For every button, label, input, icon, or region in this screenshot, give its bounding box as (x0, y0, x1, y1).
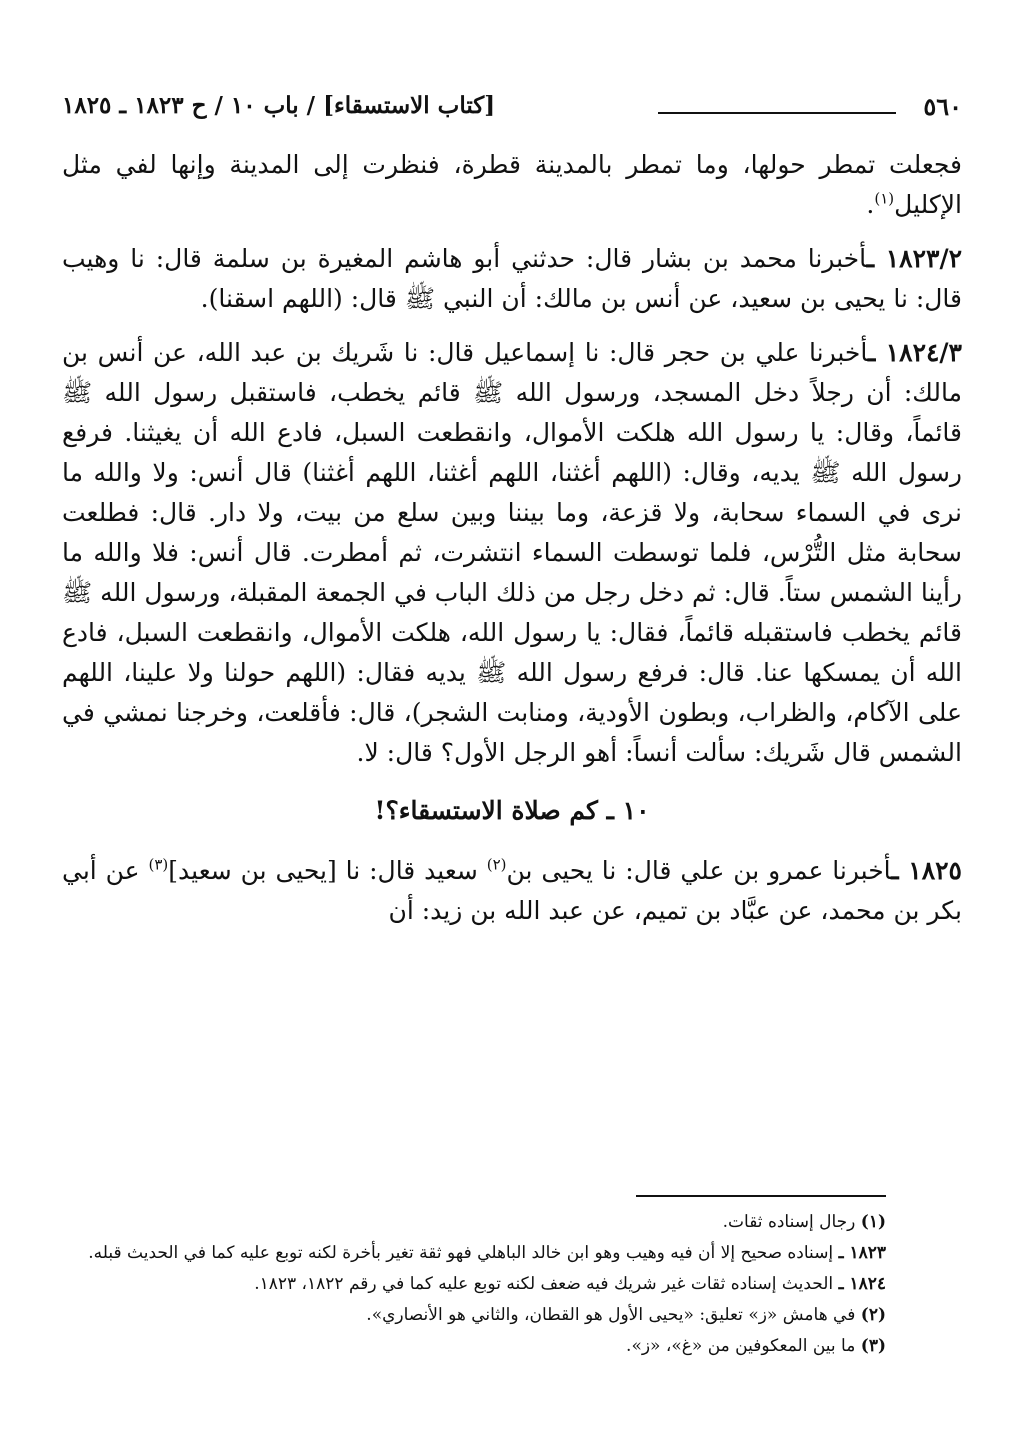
chapter-heading: ١٠ ـ كم صلاة الاستسقاء؟! (374, 796, 650, 825)
hadith-text-part-c: عن أبي بكر بن محمد، عن عبَّاد بن تميم، عن عبد الله بن زيد: أن (62, 856, 962, 925)
hadith-1824 (62, 333, 962, 773)
paragraph-text: فجعلت تمطر حولها، وما تمطر بالمدينة قطرة، فنظرت إلى المدينة وإنها لفي مثل الإكليل (62, 150, 962, 219)
main-text (62, 145, 962, 931)
footnote (62, 1270, 886, 1299)
footnote-ref: (٣) (148, 855, 169, 874)
footnotes (62, 1208, 886, 1363)
running-head: [كتاب الاستسقاء] / باب ١٠ / ح ١٨٢٣ ـ ١٨٢٥ (62, 92, 496, 119)
hadith-number: ١٨٢٥ ـ (891, 856, 962, 885)
footnote (62, 1301, 886, 1330)
hadith-1825 (62, 851, 962, 931)
paragraph-tail: . (866, 190, 875, 219)
footnote (62, 1208, 886, 1237)
footnote-ref: (١) (874, 189, 895, 208)
footnote-text: ما بين المعكوفين من «غ»، «ز». (626, 1336, 856, 1356)
footnote-label: (٣) (860, 1336, 886, 1356)
footnote-separator (636, 1195, 886, 1197)
footnote-text: إسناده صحيح إلا أن فيه وهيب وهو ابن خالد الباهلي فهو ثقة تغير بأخرة لكنه توبع عليه كما في الحديث قبله. (88, 1243, 834, 1263)
footnote-label: (٢) (860, 1305, 886, 1325)
footnote-label: ١٨٢٣ ـ (838, 1243, 886, 1263)
footnote (62, 1332, 886, 1361)
footnote-text: الحديث إسناده ثقات غير شريك فيه ضعف لكنه توبع عليه كما في رقم ١٨٢٢، ١٨٢٣. (254, 1274, 834, 1294)
footnote-ref: (٢) (486, 855, 507, 874)
hadith-number: ١٨٢٣/٢ ـ (866, 244, 963, 273)
footnote-text: في هامش «ز» تعليق: «يحيى الأول هو القطان، والثاني هو الأنصاري». (366, 1305, 856, 1325)
page-header (62, 92, 962, 126)
header-rule (658, 112, 896, 114)
hadith-text: أخبرنا محمد بن بشار قال: حدثني أبو هاشم المغيرة بن سلمة قال: نا وهيب قال: نا يحيى بن سعيد، عن أنس بن مالك: أن النبي ﷺ قال: (اللهم اسقنا). (62, 244, 962, 313)
hadith-1823 (62, 239, 962, 319)
hadith-text: أخبرنا علي بن حجر قال: نا إسماعيل قال: نا شَريك بن عبد الله، عن أنس بن مالك: أن رجلاً دخل المسجد، ورسول الله ﷺ قائم يخطب، فاستقبل رسول الله ﷺ قائماً، وقال: يا رسول الله هلكت الأموال، وانقطعت السبل، فادع الله أن يغيثنا. فرفع رسول الله ﷺ يديه، وقال: (اللهم أغثنا، اللهم أغثنا، اللهم أغثنا) قال أنس: ولا والله ما نرى في السماء سحابة، ولا قزعة، وما بيننا وبين سلع من بيت، ولا دار. قال: فطلعت سحابة مثل التُّرْس، فلما توسطت السماء انتشرت، ثم أمطرت. قال أنس: فلا والله ما رأينا الشمس ستاً. قال: ثم دخل رجل من ذلك الباب في الجمعة المقبلة، ورسول الله ﷺ قائم يخطب فاستقبله قائماً، فقال: يا رسول الله، هلكت الأموال، وانقطعت السبل، فادع الله أن يمسكها عنا. قال: فرفع رسول الله ﷺ يديه فقال: (اللهم حولنا ولا علينا، اللهم على الآكام، والظراب، وبطون الأودية، ومنابت الشجر)، قال: فأقلعت، وخرجنا نمشي في الشمس قال شَريك: سألت أنساً: أهو الرجل الأول؟ قال: لا. (62, 338, 962, 767)
page-number: ٥٦٠ (923, 92, 962, 121)
hadith-text-part-a: أخبرنا عمرو بن علي قال: نا يحيى بن (506, 856, 892, 885)
paragraph-continuation (62, 145, 962, 225)
footnote-label: (١) (860, 1212, 886, 1232)
footnote (62, 1239, 886, 1268)
footnote-label: ١٨٢٤ ـ (838, 1274, 886, 1294)
hadith-text-part-b: سعيد قال: نا [يحيى بن سعيد] (168, 856, 478, 885)
hadith-number: ١٨٢٤/٣ ـ (868, 338, 962, 367)
footnote-text: رجال إسناده ثقات. (722, 1212, 856, 1232)
